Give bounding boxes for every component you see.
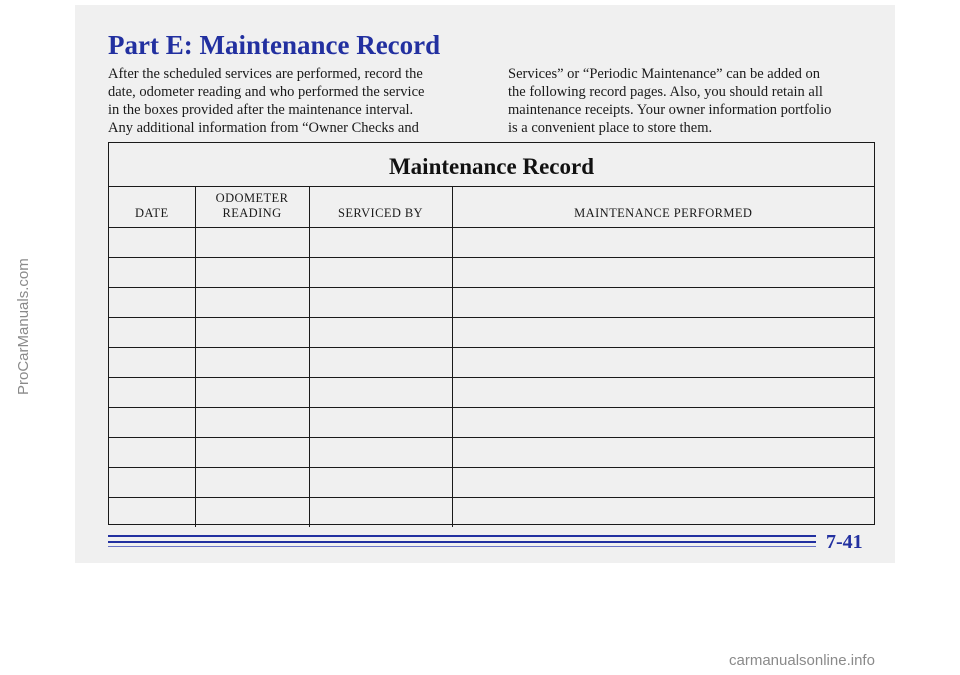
table-row [109, 377, 874, 407]
cell-serviced-by[interactable] [309, 437, 452, 467]
footer-rule [108, 541, 816, 543]
intro-line: is a convenient place to store them. [508, 120, 713, 136]
cell-maintenance[interactable] [452, 377, 874, 407]
cell-odometer[interactable] [195, 407, 309, 437]
cell-maintenance[interactable] [452, 227, 874, 257]
cell-maintenance[interactable] [452, 497, 874, 527]
intro-line: maintenance receipts. Your owner information portfolio [508, 102, 832, 118]
table-row [109, 407, 874, 437]
cell-date[interactable] [109, 407, 195, 437]
watermark-bottom: carmanualsonline.info [729, 652, 875, 669]
table-header-row [109, 187, 874, 227]
cell-odometer[interactable] [195, 317, 309, 347]
cell-serviced-by[interactable] [309, 407, 452, 437]
table-row [109, 347, 874, 377]
intro-line: Any additional information from “Owner Checks and [108, 120, 419, 136]
intro-paragraph-right [508, 65, 878, 137]
cell-maintenance[interactable] [452, 407, 874, 437]
cell-maintenance[interactable] [452, 257, 874, 287]
cell-serviced-by[interactable] [309, 227, 452, 257]
maintenance-record-table [109, 187, 874, 527]
cell-maintenance[interactable] [452, 347, 874, 377]
cell-serviced-by[interactable] [309, 377, 452, 407]
intro-text-left [108, 65, 478, 137]
cell-maintenance[interactable] [452, 437, 874, 467]
cell-odometer[interactable] [195, 257, 309, 287]
table-row [109, 317, 874, 347]
record-rows [109, 227, 874, 527]
cell-serviced-by[interactable] [309, 497, 452, 527]
cell-serviced-by[interactable] [309, 467, 452, 497]
watermark-side: ProCarManuals.com [15, 258, 32, 395]
header-odometer-reading [195, 187, 309, 227]
cell-date[interactable] [109, 317, 195, 347]
cell-date[interactable] [109, 257, 195, 287]
table-row [109, 467, 874, 497]
intro-line: Services” or “Periodic Maintenance” can be added on [508, 66, 821, 82]
cell-odometer[interactable] [195, 377, 309, 407]
intro-line: date, odometer reading and who performed the service [108, 84, 425, 100]
intro-line: in the boxes provided after the maintenance interval. [108, 102, 414, 118]
cell-date[interactable] [109, 287, 195, 317]
footer-rule [108, 546, 816, 547]
cell-serviced-by[interactable] [309, 257, 452, 287]
header-odometer-line: ODOMETER [215, 190, 289, 205]
intro-paragraph-left [108, 65, 478, 137]
cell-maintenance[interactable] [452, 287, 874, 317]
cell-maintenance[interactable] [452, 467, 874, 497]
cell-date[interactable] [109, 467, 195, 497]
header-reading-line: READING [222, 205, 282, 220]
cell-date[interactable] [109, 227, 195, 257]
header-date: DATE [109, 187, 195, 227]
cell-date[interactable] [109, 497, 195, 527]
cell-serviced-by[interactable] [309, 347, 452, 377]
cell-date[interactable] [109, 347, 195, 377]
cell-date[interactable] [109, 377, 195, 407]
cell-odometer[interactable] [195, 497, 309, 527]
page-title: Part E: Maintenance Record [108, 30, 441, 60]
table-row [109, 227, 874, 257]
cell-maintenance[interactable] [452, 317, 874, 347]
cell-odometer[interactable] [195, 467, 309, 497]
footer-rule [108, 535, 816, 537]
table-row [109, 257, 874, 287]
cell-odometer[interactable] [195, 287, 309, 317]
header-serviced-by: SERVICED BY [309, 187, 452, 227]
header-maintenance-performed: MAINTENANCE PERFORMED [452, 187, 874, 227]
intro-line: the following record pages. Also, you should retain all [508, 84, 823, 100]
table-row [109, 287, 874, 317]
cell-date[interactable] [109, 437, 195, 467]
page-number: 7-41 [826, 531, 863, 553]
cell-serviced-by[interactable] [309, 317, 452, 347]
record-table-title: Maintenance Record [109, 143, 874, 187]
intro-text-right [508, 65, 878, 137]
cell-serviced-by[interactable] [309, 287, 452, 317]
cell-odometer[interactable] [195, 347, 309, 377]
cell-odometer[interactable] [195, 437, 309, 467]
cell-odometer[interactable] [195, 227, 309, 257]
maintenance-record-box [108, 142, 875, 525]
table-row [109, 437, 874, 467]
table-row [109, 497, 874, 527]
intro-line: After the scheduled services are performed, record the [108, 66, 423, 82]
